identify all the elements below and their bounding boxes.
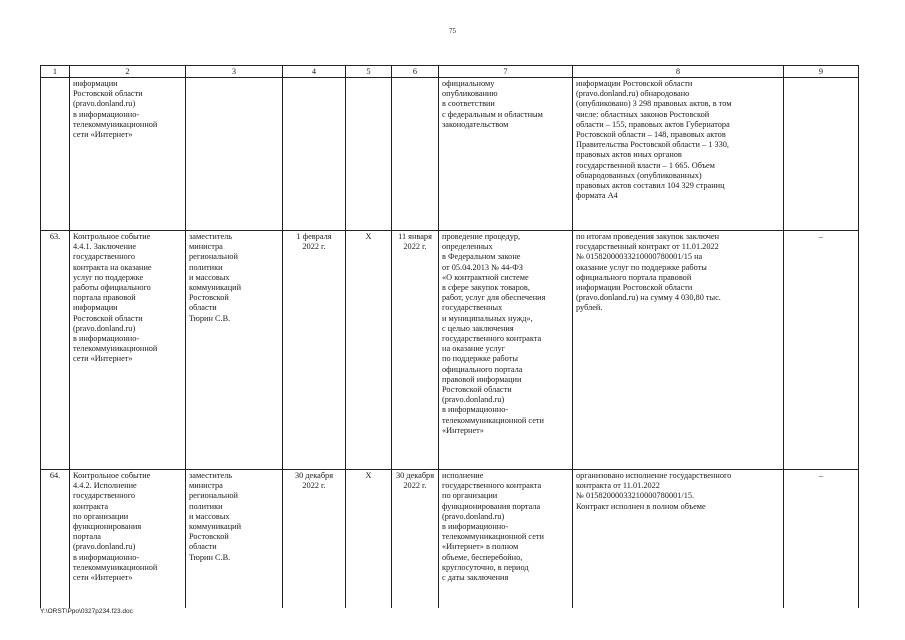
event-name: информации Ростовской области (pravo.donland.ru) в информационно- телекоммуникационной сети «Интернет»	[70, 78, 186, 231]
col5-mark	[346, 78, 392, 231]
table-row-continuation	[41, 78, 859, 231]
row-number	[41, 78, 70, 231]
event-name: Контрольное событие 4.4.1. Заключение государственного контракта на оказание услуг по поддержке работы официального портала правовой информации Ростовской области (pravo.donland.ru) в информационно- телекоммуникационной сети «Интернет»	[70, 231, 186, 470]
col-header-6: 6	[392, 66, 439, 78]
file-path-footer: Y:\ORST\Ppo\0327p234.f23.doc	[40, 608, 133, 615]
note: –	[784, 231, 859, 470]
column-number-row	[41, 66, 859, 78]
col5-mark: Х	[346, 470, 392, 609]
table-row-64	[41, 470, 859, 609]
page-number: 75	[449, 27, 456, 35]
note	[784, 78, 859, 231]
fact-date	[392, 78, 439, 231]
col-header-3: 3	[186, 66, 283, 78]
actual-result: по итогам проведения закупок заключен государственный контракт от 11.01.2022 № 01582000033210000780001/15 на оказание услуг по поддержке работы официального портала правовой информации Ростовской области (pravo.donland.ru) на сумму 4 030,80 тыс. рублей.	[573, 231, 784, 470]
event-name: Контрольное событие 4.4.2. Исполнение государственного контракта по организации функционирования портала (pravo.donland.ru) в информационно- телекоммуникационной сети «Интернет»	[70, 470, 186, 609]
expected-result: официальному опубликованию в соответствии с федеральным и областным законодательством	[439, 78, 573, 231]
fact-date: 11 января 2022 г.	[392, 231, 439, 470]
row-number: 64.	[41, 470, 70, 609]
responsible: заместитель министра региональной политики и массовых коммуникаций Ростовской области Тюрин С.В.	[186, 470, 283, 609]
report-table	[40, 65, 859, 608]
plan-date	[283, 78, 346, 231]
col-header-8: 8	[573, 66, 784, 78]
table-row-63	[41, 231, 859, 470]
col5-mark: Х	[346, 231, 392, 470]
plan-date: 30 декабря 2022 г.	[283, 470, 346, 609]
row-number: 63.	[41, 231, 70, 470]
col-header-2: 2	[70, 66, 186, 78]
col-header-1: 1	[41, 66, 70, 78]
plan-date: 1 февраля 2022 г.	[283, 231, 346, 470]
expected-result: исполнение государственного контракта по организации функционирования портала (pravo.donland.ru) в информационно- телекоммуникационной сети «Интернет» в полном объеме, бесперебойно, круглосуточно, в период с даты заключения	[439, 470, 573, 609]
responsible: заместитель министра региональной политики и массовых коммуникаций Ростовской области Тюрин С.В.	[186, 231, 283, 470]
responsible	[186, 78, 283, 231]
actual-result: информации Ростовской области (pravo.donland.ru) обнародовано (опубликовано) 3 298 правовых актов, в том числе: областных законов Ростовской области – 155, правовых актов Губернатора Ростовской области – 148, правовых актов Правительства Ростовской области – 1 330, правовых актов иных органов государственной власти – 1 665. Объем обнародованных (опубликованных) правовых актов составил 104 329 страниц формата А4	[573, 78, 784, 231]
expected-result: проведение процедур, определенных в Федеральном законе от 05.04.2013 № 44-ФЗ «О контрактной системе в сфере закупок товаров, работ, услуг для обеспечения государственных и муниципальных нужд», с целью заключения государственного контракта на оказание услуг по поддержке работы официального портала правовой информации Ростовской области (pravo.donland.ru) в информационно- телекоммуникационной сети «Интернет»	[439, 231, 573, 470]
fact-date: 30 декабря 2022 г.	[392, 470, 439, 609]
actual-result: организовано исполнение государственного контракта от 11.01.2022 № 01582000033210000780001/15. Контракт исполнен в полном объеме	[573, 470, 784, 609]
col-header-4: 4	[283, 66, 346, 78]
col-header-9: 9	[784, 66, 859, 78]
col-header-7: 7	[439, 66, 573, 78]
col-header-5: 5	[346, 66, 392, 78]
note: –	[784, 470, 859, 609]
